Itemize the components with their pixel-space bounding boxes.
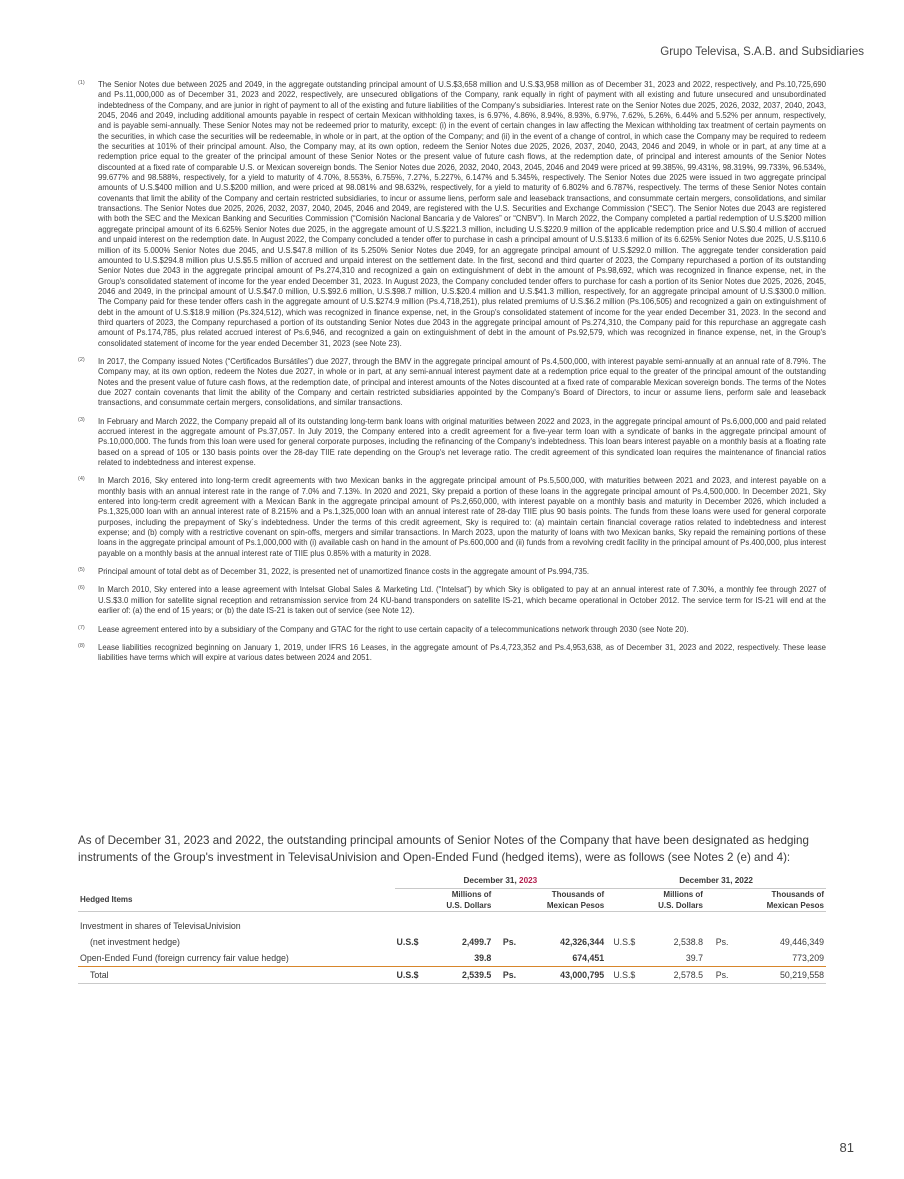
footnote-marker: (4) bbox=[78, 476, 85, 483]
footnote-marker: (5) bbox=[78, 567, 85, 574]
table-row bbox=[78, 912, 826, 935]
currency-usd: U.S.$ bbox=[395, 967, 429, 984]
value-usd-2022: 39.7 bbox=[685, 953, 703, 963]
currency-mxn bbox=[493, 950, 525, 967]
currency-usd: U.S.$ bbox=[396, 937, 419, 947]
table-column-header bbox=[78, 889, 826, 912]
column-mxn-2022: Thousands of Mexican Pesos bbox=[705, 889, 826, 912]
footnote-6 bbox=[78, 585, 826, 616]
column-usd-2023: Millions of U.S. Dollars bbox=[395, 889, 494, 912]
value-mxn-2023: 42,326,344 bbox=[560, 937, 605, 947]
footnote-marker: (8) bbox=[78, 642, 85, 649]
footnote-3 bbox=[78, 417, 826, 469]
currency-usd: U.S.$ bbox=[606, 967, 642, 984]
currency-usd: U.S.$ bbox=[613, 937, 636, 947]
hedged-items-table bbox=[78, 872, 826, 984]
value-mxn-2023: 674,451 bbox=[572, 953, 605, 963]
value-usd-2023: 39.8 bbox=[474, 953, 492, 963]
footnote-4 bbox=[78, 476, 826, 559]
footnote-marker: (6) bbox=[78, 585, 85, 592]
total-usd-2023: 2,539.5 bbox=[429, 967, 494, 984]
row-label: Total bbox=[78, 967, 395, 984]
table-total-row bbox=[78, 967, 826, 984]
footnote-text: In February and March 2022, the Company prepaid all of its outstanding long-term bank loans with original maturities between 2022 and 2023, in the aggregate principal amount of Ps.6,000,000 and paid related accrued interest in the aggregate amount of Ps.37,057. In July 2019, the Company entered into a credit agreement for a five-year term loan with a syndicate of banks in the aggregate principal amount of Ps.10,000,000. The funds from this loan were used for general corporate purposes, including the refinancing of the Company's indebtedness. This loan bears interest payable on a monthly basis at a floating rate based on a spread of 105 or 130 basis points over the 28-day TIIE rate depending on the Group's net leverage ratio. The credit agreement of this syndicated loan requires the maintenance of financial ratios related to indebtedness and interest expense. bbox=[98, 416, 826, 468]
footnote-text: Principal amount of total debt as of December 31, 2022, is presented net of unamortized finance costs in the aggregate amount of Ps.994,735. bbox=[98, 567, 590, 577]
column-usd-2022: Millions of U.S. Dollars bbox=[606, 889, 705, 912]
footnote-text: The Senior Notes due between 2025 and 2049, in the aggregate outstanding principal amount of U.S.$3,658 million and U.S.$3,958 million as of December 31, 2023 and 2022, respectively, and Ps.10,725,690 and Ps.11,000,000 as of December 31, 2023 and 2022, respectively, are unsecured obligations of the Company, rank equally in right of payment with all existing and future unsecured and unsubordinated indebtedness of the Company, and are junior in right of payment to all of the existing and future liabilities of the Company's subsidiaries. Interest rate on the Senior Notes due 2025, 2026, 2032, 2037, 2040, 2043, 2045, 2046 and 2049, including additional amounts payable in respect of certain Mexican withholding taxes, is 6.97%, 4.86%, 8.94%, 8.93%, 6.97%, 7.62%, 5.26%, 6.44% and 5.52% per annum, respectively, and is payable semi-annually. These Senior Notes may not be redeemed prior to maturity, except: (i) in the event of certain changes in law affecting the Mexican withholding tax treatment of certain payments on the securities, in which case the securities will be redeemable, in whole or in part, at the option of the Company; and (ii) in the event of a change of control, in which case the Company may be required to redeem the securities at 101% of their principal amount. Also, the Company may, at its own option, redeem the Senior Notes due 2025, 2026, 2037, 2040, 2043, 2046 and 2049, in whole or in part, at any time at a redemption price equal to the greater of the principal amount of these Senior Notes or the present value of future cash flows, at the redemption date, of principal and interest amounts of the Senior Notes discounted at a fixed rate of comparable U.S. or Mexican sovereign bonds. The Senior Notes due 2026, 2032, 2040, 2043, 2045, 2046 and 2049 were priced at 99.385%, 99.431%, 98.319%, 99.733%, 96.534%, 99.677% and 98.588%, respectively, for a yield to maturity of 4.70%, 8.553%, 6.755%, 7.27%, 5.227%, 6.147% and 5.345%, respectively. The Senior Notes due 2025 were issued in two aggregate principal amounts of U.S.$400 million and U.S.$200 million, and were priced at 98.081% and 98.632%, respectively, for a yield to maturity of 6.802% and 6.787%, respectively. The terms of these Senior Notes contain covenants that limit the ability of the Company and certain restricted subsidiaries, to incur or assume liens, perform sale and leaseback transactions, and consummate certain mergers, consolidations, and similar transactions. The Senior Notes due 2025, 2026, 2032, 2037, 2040, 2045, 2046 and 2049, are registered with the U.S. Securities and Exchange Commission (“SEC”). The Senior Notes due 2043 are registered with both the SEC and the Mexican Banking and Securities Commission (“Comisión Nacional Bancaria y de Valores” or “CNBV”). In March 2022, the Company completed a partial redemption of U.S.$200 million aggregate principal amount of its 6.625% Senior Notes due 2025, in the aggregate amount of U.S.$221.3 million, including U.S.$220.9 million of the applicable redemption price and U.S.$0.4 million of accrued and unpaid interest on the redemption date. In August 2022, the Company concluded a tender offer to purchase in cash a principal amount of U.S.$133.6 million of its 6.625% Senior Notes due 2025, U.S.$110.6 million of its 5.000% Senior Notes due 2045, and U.S.$47.8 million of its 5.250% Senior Notes due 2049, for an aggregate principal amount of U.S.$292.0 million. The aggregate tender consideration paid amounted to U.S.$294.8 million plus U.S.$5.5 million of accrued and unpaid interest on the settlement date. In the first, second and third quarter of 2023, the Company repurchased a portion of its outstanding Senior Notes due 2043 in the aggregate principal amount of Ps.274,310 and recognized a gain on extinguishment of debt in the amount of Ps.98,692, which was recognized in finance expense, net, in the Group's consolidated statement of income for the year ended December 31, 2023. In August 2023, the Company concluded tender offers to purchase for cash a portion of its Senior Notes due 2025, 2026, 2045, 2046 and 2049, in the principal amount of U.S.$47.0 million, U.S.$92.6 million, U.S.$98.7 million, U.S.$20.4 million and U.S.$41.3 million, respectively, for an aggregate principal amount of U.S.$300.0 million. The Company paid for these tender offers cash in the aggregate amount of U.S.$274.9 million (Ps.4,718,251), plus related premiums of U.S.$6.2 million (Ps.106,505) and recognized a gain on extinguishment of debt in the amount of U.S.$18.9 million (Ps.324,512), which was recognized in finance expense, net, in the Group's consolidated statement of income for the year ended December 31, 2023. In the second and third quarters of 2023, the Company repurchased a portion of its outstanding Senior Notes due 2043 in the aggregate principal amount of Ps.274,310, the Company paid for this repurchase an aggregate cash amount of Ps.174,785, plus related accrued interest of Ps.6,946, and recognized a gain on extinguishment of debt in the amount of Ps.92,579, which was recognized in finance expense, net, in the Group's consolidated statement of income for the year ended December 31, 2023 (see Note 23). bbox=[98, 80, 826, 348]
footnotes bbox=[78, 80, 826, 672]
hedging-intro-paragraph: As of December 31, 2023 and 2022, the outstanding principal amounts of Senior Notes of the Company that have been designated as hedging instruments of the Group's investment in TelevisaUnivision and Open-Ended Fund (hedged items), were as follows (see Notes 2 (e) and 4): bbox=[78, 834, 809, 864]
group-header-2022: December 31, 2022 bbox=[606, 872, 826, 889]
year-2023: 2023 bbox=[519, 875, 538, 885]
footnote-text: Lease liabilities recognized beginning on January 1, 2019, under IFRS 16 Leases, in the aggregate amount of Ps.4,723,352 and Ps.4,953,638, as of December 31, 2023 and 2022, respectively. These lease liabilities have terms which will expire at various dates between 2024 and 2051. bbox=[98, 642, 826, 663]
value-mxn-2022: 49,446,349 bbox=[779, 937, 824, 947]
table-row bbox=[78, 934, 826, 950]
currency-usd bbox=[606, 950, 642, 967]
footnote-marker: (1) bbox=[78, 80, 85, 86]
footnote-1 bbox=[78, 80, 826, 349]
total-usd-2022: 2,578.5 bbox=[642, 967, 705, 984]
currency-mxn bbox=[705, 950, 739, 967]
row-label: Open-Ended Fund (foreign currency fair value hedge) bbox=[78, 950, 395, 967]
footnote-7 bbox=[78, 625, 826, 635]
table-group-header bbox=[78, 872, 826, 889]
value-usd-2023: 2,499.7 bbox=[461, 937, 492, 947]
footnote-text: In March 2016, Sky entered into long-term credit agreements with two Mexican banks in the aggregate principal amount of Ps.5,500,000, with maturities between 2021 and 2023, and interest payable on a monthly basis with an annual interest rate in the range of 7.0% and 7.13%. In 2020 and 2021, Sky prepaid a portion of these loans in the aggregate principal amount of Ps.4,500,000. In December 2021, Sky entered into long-term credit agreement with a Mexican Bank in the aggregate principal amount of Ps.2,650,000, with interest payable on a monthly basis and maturity in December 2026, which included a Ps.1,325,000 loan with an annual interest rate of 8.215% and a Ps.1,325,000 loan with an annual interest rate of 28-day TIIE plus 90 basis points. The funds from these loans were used for general corporate purposes, including the prepayment of Sky´s indebtedness. Under the terms of this credit agreement, Sky is required to: (a) maintain certain financial coverage ratios related to indebtedness and interest expense; and (b) comply with a restrictive covenant on spin-offs, mergers and similar transactions. In March 2023, upon the maturity of loans with two Mexican banks, Sky repaid the remaining portions of these loans in the aggregate principal amount of Ps.1,000,000 with (i) available cash on hand in the amount of Ps.600,000 and (ii) funds from a revolving credit facility in the principal amount of Ps.400,000, plus interest payable on a monthly basis at the annual interest rate of TIIE plus 0.85% with a maturity in 2028. bbox=[98, 476, 826, 558]
footnote-marker: (2) bbox=[78, 356, 85, 363]
column-hedged-items: Hedged Items bbox=[78, 889, 395, 912]
value-mxn-2022: 773,209 bbox=[792, 953, 824, 963]
currency-mxn: Ps. bbox=[493, 967, 525, 984]
total-mxn-2023: 43,000,795 bbox=[526, 967, 607, 984]
footnote-marker: (3) bbox=[78, 416, 85, 423]
row-label: (net investment hedge) bbox=[90, 937, 180, 947]
currency-mxn: Ps. bbox=[502, 937, 517, 947]
group-header-2023: December 31, 2023 bbox=[395, 872, 607, 889]
currency-mxn: Ps. bbox=[705, 967, 739, 984]
footnote-text: In 2017, the Company issued Notes (“Certificados Bursátiles”) due 2027, through the BMV in the aggregate principal amount of Ps.4,500,000, with interest payable semi-annually at an annual rate of 8.79%. The Company may, at its own option, redeem the Notes due 2027, in whole or in part, at any semi-annual interest payment date at a redemption price equal to the greater of the principal amount of the outstanding Notes and the present value of future cash flows, at the redemption date, of principal and interest amounts of the Notes discounted at a fixed rate of comparable Mexican sovereign bonds. The terms of the Notes due 2027 contain covenants that limit the ability of the Company and certain restricted subsidiaries appointed by the Company's Board of Directors, to incur or assume liens, perform sale and leaseback transactions, and consummate certain mergers, consolidations, and similar transactions. bbox=[98, 356, 826, 408]
currency-usd bbox=[395, 950, 429, 967]
footnote-5 bbox=[78, 567, 826, 577]
report-header: Grupo Televisa, S.A.B. and Subsidiaries bbox=[660, 46, 864, 58]
footnote-text: In March 2010, Sky entered into a lease agreement with Intelsat Global Sales & Marketing Ltd. (“Intelsat”) by which Sky is obligated to pay at an annual interest rate of 7.30%, a monthly fee through 2027 of U.S.$3.0 million for satellite signal reception and retransmission service from 24 KU-band transponders on satellite IS-21, which became operational in October 2012. The service term for IS-21 will end at the earlier of: (a) the end of 15 years; or (b) the date IS-21 is taken out of service (see Note 12). bbox=[98, 585, 826, 616]
footnote-text: Lease agreement entered into by a subsidiary of the Company and GTAC for the right to use certain capacity of a telecommunications network through 2030 (see Note 20). bbox=[98, 624, 689, 634]
footnote-2 bbox=[78, 357, 826, 409]
row-label: Investment in shares of TelevisaUnivision bbox=[80, 921, 241, 931]
table-row bbox=[78, 950, 826, 967]
footnote-marker: (7) bbox=[78, 624, 85, 631]
page-number: 81 bbox=[839, 1140, 854, 1155]
total-mxn-2022: 50,219,558 bbox=[739, 967, 826, 984]
value-usd-2022: 2,538.8 bbox=[673, 937, 703, 947]
currency-mxn: Ps. bbox=[715, 937, 729, 947]
footnote-8 bbox=[78, 643, 826, 664]
column-mxn-2023: Thousands of Mexican Pesos bbox=[493, 889, 606, 912]
